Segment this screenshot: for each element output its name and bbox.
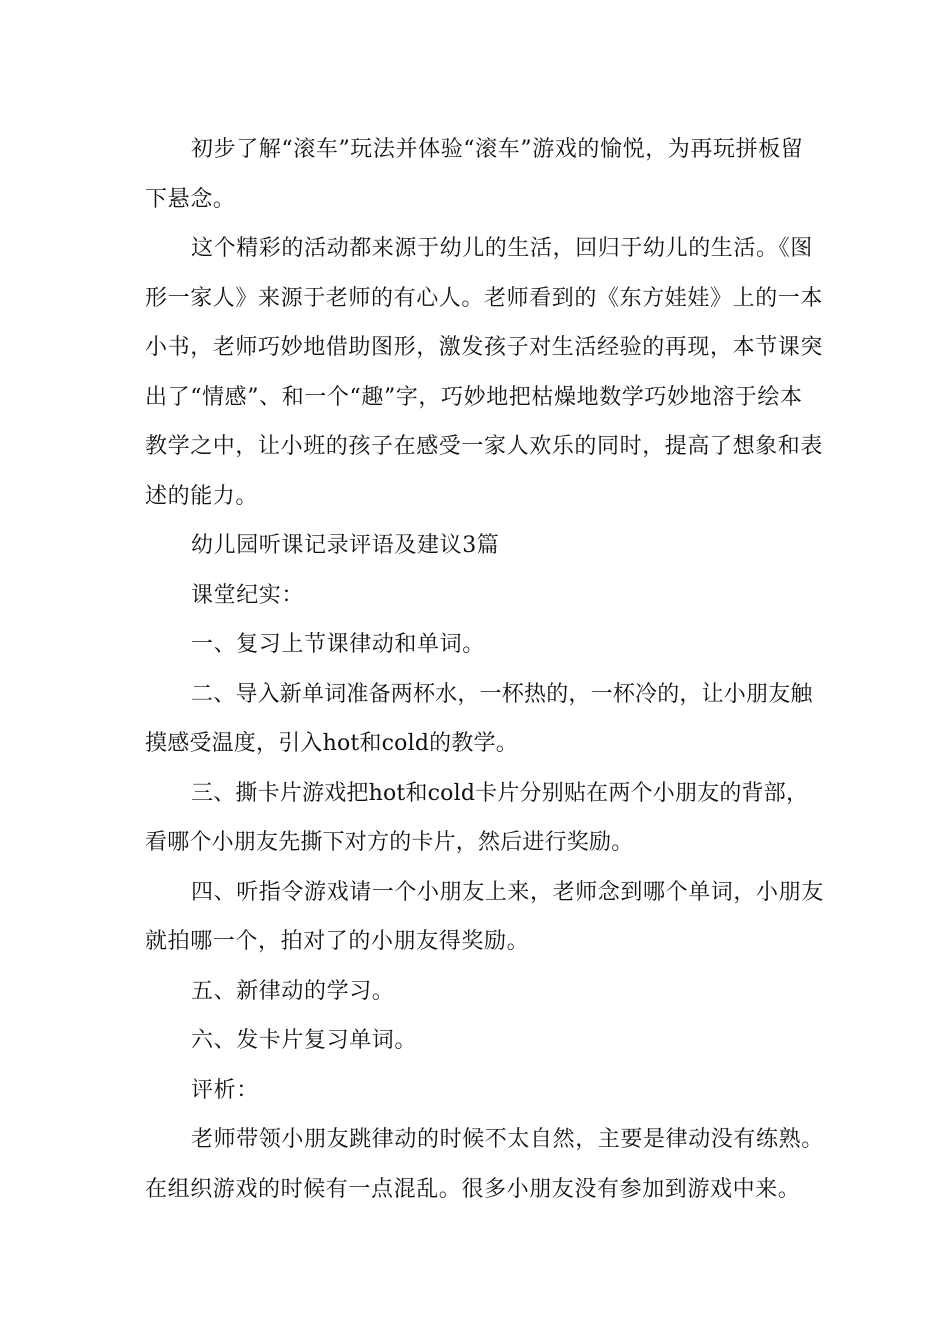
paragraph-activity-review: 这个精彩的活动都来源于幼儿的生活，回归于幼儿的生活。《图形一家人》来源于老师的有心人。老师看到的《东方娃娃》上的一本小书，老师巧妙地借助图形，激发孩子对生活经验的再现，本节课突出了“情感”、和一个“趣”字，巧妙地把枯燥地数学巧妙地溶于绘本教学之中，让小班的孩子在感受一家人欢乐的同时，提高了想象和表述的能力。 [145, 236, 824, 509]
step-six: 六、发卡片复习单词。 [191, 1028, 418, 1053]
analysis-label: 评析： [191, 1077, 259, 1103]
step-five: 五、新律动的学习。 [191, 978, 395, 1004]
classroom-record-label: 课堂纪实： [191, 582, 305, 608]
step-two: 二、导入新单词准备两杯水，一杯热的，一杯冷的，让小朋友触摸感受温度，引入hot和cold的教学。 [145, 681, 813, 756]
step-four: 四、听指令游戏请一个小朋友上来，老师念到哪个单词，小朋友就拍哪一个，拍对了的小朋友得奖励。 [145, 879, 824, 954]
section-heading: 幼儿园听课记录评语及建议3篇 [191, 533, 500, 558]
step-one: 一、复习上节课律动和单词。 [191, 632, 485, 657]
step-three: 三、撕卡片游戏把hot和cold卡片分别贴在两个小朋友的背部，看哪个小朋友先撕下对方的卡片，然后进行奖励。 [145, 780, 809, 855]
document-body [145, 125, 825, 1214]
analysis-paragraph: 老师带领小朋友跳律动的时候不太自然，主要是律动没有练熟。在组织游戏的时候有一点混乱。很多小朋友没有参加到游戏中来。 [145, 1127, 824, 1202]
paragraph-intro-summary: 初步了解“滚车”玩法并体验“滚车”游戏的愉悦，为再玩拼板留下悬念。 [145, 137, 804, 212]
